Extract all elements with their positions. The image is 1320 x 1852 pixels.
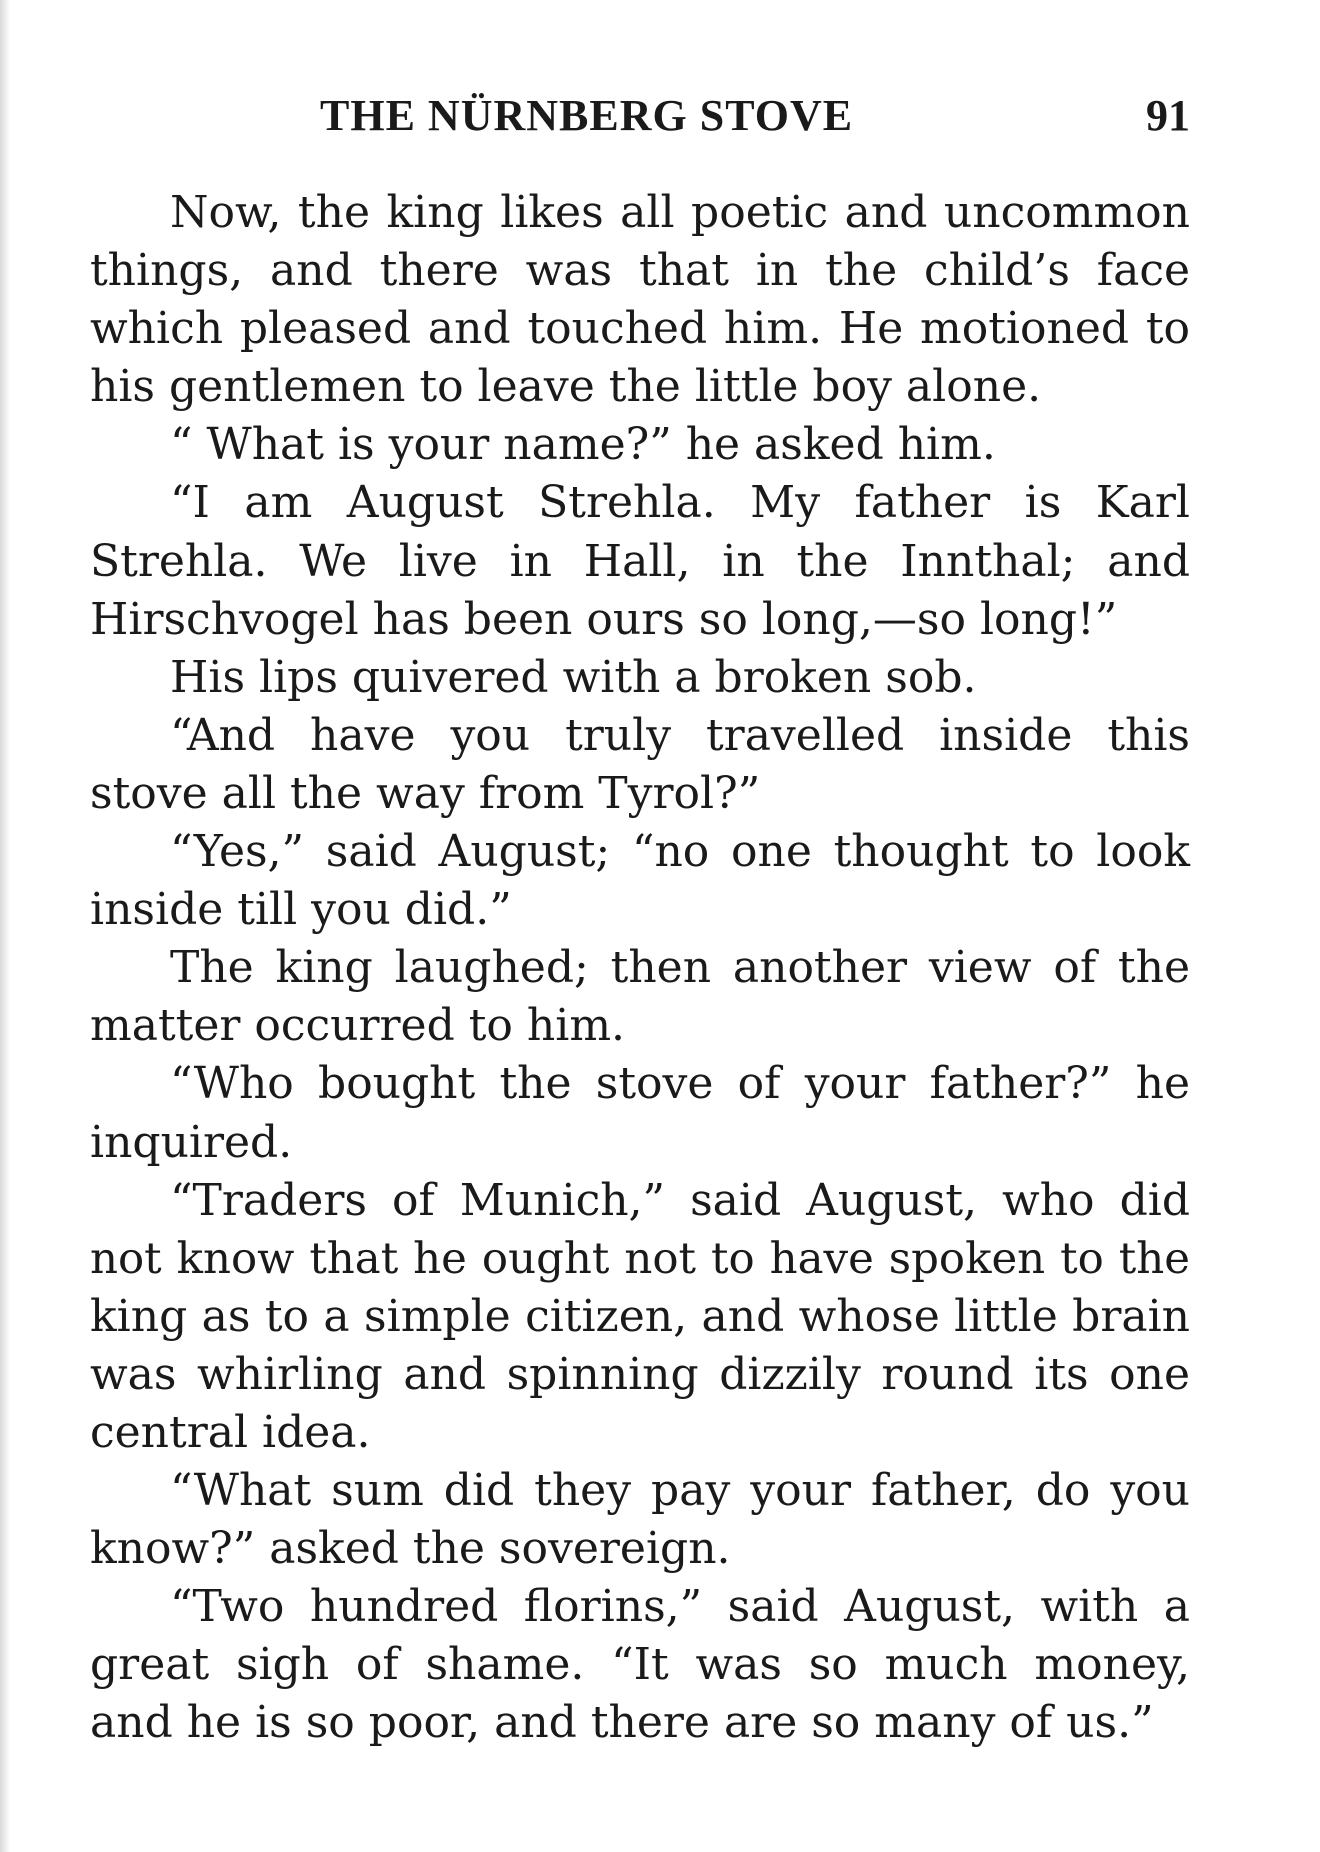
text-line: his gentlemen to leave the little boy alone. <box>90 361 1042 413</box>
text-line: Hirschvogel has been ours so long,—so long!” <box>90 593 1118 645</box>
running-head <box>90 84 1190 148</box>
text-line: “What sum did they pay your father, do you <box>170 1465 1190 1517</box>
text-line: central idea. <box>90 1406 371 1458</box>
text-line: “Two hundred florins,” said August, with a <box>170 1581 1190 1633</box>
text-line: “Who bought the stove of your father?” he <box>170 1058 1190 1110</box>
text-line: Strehla. We live in Hall, in the Innthal; and <box>90 535 1190 587</box>
text-line: stove all the way from Tyrol?” <box>90 767 761 819</box>
text-line: not know that he ought not to have spoken to the <box>90 1233 1190 1284</box>
text-line: inside till you did.” <box>90 884 512 936</box>
text-line: “I am August Strehla. My father is Karl <box>170 477 1190 529</box>
page-gutter-edge <box>0 0 10 1852</box>
text-line: king as to a simple citizen, and whose little brain <box>90 1290 1190 1342</box>
text-line: His lips quivered with a broken sob. <box>170 651 977 703</box>
text-line: inquired. <box>90 1116 293 1168</box>
body-text <box>90 184 1190 1753</box>
text-line: things, and there was that in the child’s face <box>90 245 1190 297</box>
text-line: and he is so poor, and there are so many of us.” <box>90 1697 1154 1749</box>
text-line: “ What is your name?” he asked him. <box>170 419 996 471</box>
text-line: “Yes,” said August; “no one thought to look <box>170 826 1190 878</box>
text-line: matter occurred to him. <box>90 1000 626 1052</box>
page-number: 91 <box>1146 91 1190 140</box>
text-line: The king laughed; then another view of the <box>170 942 1190 994</box>
text-line: know?” asked the sovereign. <box>90 1523 731 1575</box>
text-line: was whirling and spinning dizzily round its one <box>90 1348 1190 1400</box>
text-line: “And have you truly travelled inside this <box>170 709 1190 761</box>
text-line: great sigh of shame. “It was so much money, <box>90 1639 1190 1691</box>
running-title: THE NÜRNBERG STOVE <box>320 91 854 140</box>
text-line: Now, the king likes all poetic and uncommon <box>170 187 1190 238</box>
text-line: “Traders of Munich,” said August, who did <box>170 1174 1190 1226</box>
text-line: which pleased and touched him. He motioned to <box>90 303 1190 355</box>
